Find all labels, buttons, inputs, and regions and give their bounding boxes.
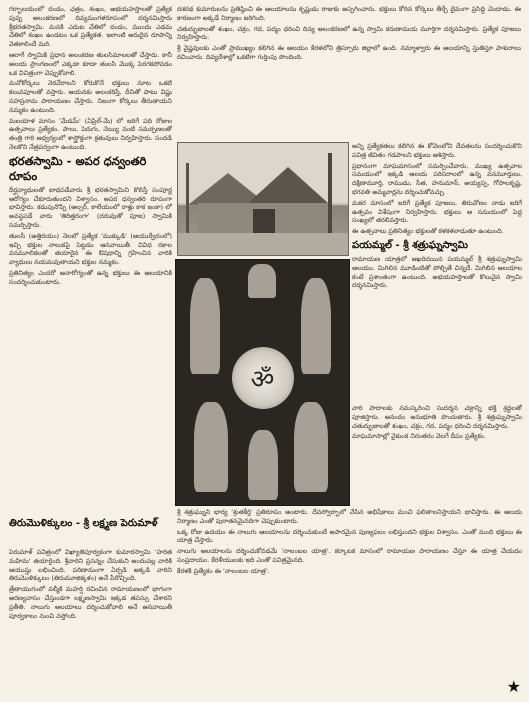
paragraph: ఈ ఉత్సవాలు ప్రతినిత్యం భక్తులతో కళకళలాడుతూ ఉంటుంది. — [352, 227, 504, 236]
end-star-icon: ★ — [506, 677, 521, 696]
paragraph: మకర మాసంలో జరిగే ప్రత్యేక పూజలు, తిరువోణం నాడు జరిగే ఉత్సవం విశేషంగా నిర్వహిస్తారు. భక్తులు ఆ సమయంలో పెద్ద సంఖ్యలో తరలివస్తారు. — [352, 198, 522, 225]
paragraph: ప్రతినిత్యం ఎందరో అనారోగ్యంతో ఉన్న భక్తులు ఈ ఆలయానికి సందర్శించుకుంటారు. — [9, 268, 172, 286]
paragraph: నాలుగు ఆలయాలను దర్శించుకోవడమే 'నాలంబల యాత్ర'. కర్కాటక మాసంలో రామాయణ పారాయణం చేస్తూ ఈ యాత్ర చేయడం సంప్రదాయం. కేరళీయులకు ఇది ఎంతో పవిత్రమైనది. — [177, 547, 522, 564]
paragraph: ఆలాగే స్వామికి ప్రధాన అలంకరణ తులసిమాలలతో చేస్తారు. కానీ అలయ ప్రాంగణంలో ఎక్కడా కూడా తులసి మొక్క పెరగకపోవడం ఒక విచిత్రంగా చెప్పుకోవాలి. — [9, 50, 172, 77]
paragraph: అన్ని ప్రత్యేకతలు కలిగిన ఈ కోవెలలోని దేవతలను సందర్శించుకొని పవిత్ర జీవితం గడపాలని భక్తులు ఆశిస్తారు. — [352, 142, 522, 159]
paragraph: వారి పాదాలకు నమస్కరించి సుదర్శన చక్రాన్ని భక్తి శ్రద్ధలతో పూజిస్తారు. ఆనందం అనుభూతి పొందుతారు. శ్రీ శత్రుఘ్నస్వామి చతుర్భుజాలతో శంఖం, చక్రం, గద, పద్మం ధరించి దర్శనమిస్తారు. — [352, 404, 522, 430]
bottom-right-block — [177, 508, 522, 694]
paragraph: ఒక్క రోజు ఉదయం ఈ నాలుగు ఆలయాలను దర్శించుకుంటే అపారమైన పుణ్యఫలం లభిస్తుందని భక్తుల విశ్వాసం. ఎంతో మంది భక్తులు ఈ యాత్ర చేస్తారు. — [177, 527, 522, 545]
deity-figure — [294, 402, 328, 492]
paragraph: దశరథ కుమారులను ప్రతిష్ఠించి ఈ ఆలయాలను కృష్ణుడు రాజుకు అప్పగించారు. భక్తులు కోరిన కోర్కెలు తీర్చే దైవంగా ప్రసిద్ధి చెందాడు. ఈ కారణంగా అక్కడే నిర్మాణం జరిగింది. — [177, 5, 521, 22]
paragraph: ప్రధానంగా మాఘమాసంలో సమర్పించేవారు, ముఖ్య ఉత్సవాల సమయంలో ఇక్కడి ఆలయ పరిసరాలలో ఉన్న వనమూర్తులు, దక్షిణామూర్తి, రాముడు, సీత, హనుమాన్, అయ్యప్ప, గోపాలకృష్ణ, భగవతి అమ్మవార్లను దర్శించుకోవచ్చు. — [352, 161, 522, 196]
bottom-left-column — [9, 548, 172, 698]
paragraph: చతుర్భుజాలతో శంఖం, చక్రం, గద, పద్మం ధరించి దివ్య అలంకరణలో ఉన్న స్వామి కరుణామయ మూర్తిగా దర్శనమిస్తారు. ప్రత్యేక పూజలు నిర్వహిస్తారు. — [177, 24, 521, 42]
paragraph: గర్భాలయంలో దండం, ఛత్రం, శంఖం, అభయహస్తాలతో ప్రత్యేక పుష్ప అలంకరణలో దివ్యమంగళరూపంలో దర్శనమిస్తారు శ్రీభరతస్వామి. మనకి ఎదుట చేతిలో దండం, ముందు ఎడమ చేతిలో శంఖం ఉండటం ఒక ప్రత్యేకత. ఇలాంటి అరుదైన రూపాన్ని వెతకాలిందే మరి. — [9, 5, 172, 49]
paragraph: శ్రీ శత్రుఘ్నుని భార్య 'శ్రుతకీర్తి' ప్రతిరూపం అంటారు. దేవస్వోర్బాలో చేసిన అభిషేకాలు మంచి ఫలితాలనిస్తాయని భావిస్తారు. ఈ ఆలయ నిర్మాణం ఎంతో పురాతనమైనదిగా చెప్పుకుంటారు. — [177, 508, 522, 525]
section-heading: పయమ్మల్ - శ్రీ శత్రుఘ్నస్వామి — [352, 239, 468, 251]
paragraph: తులసీ (అత్తిరయం) నెలలో ప్రత్యేక 'ముక్కుడి' (ఆయుర్వేదంలో) ఇచ్చి భక్తుల నాలుకపై పెట్టడం ఆనవాయితీ. వివిధ రకాల వనమూలికలతో తయారైన ఈ ఔషధాన్ని గ్రహించిన వారికి వ్యాధులు నయమవుతాయని భక్తుల నమ్మకం. — [9, 231, 172, 267]
deity-figure — [248, 264, 276, 298]
paragraph: త్రేతాయుగంలో వల్మీకి మహర్షి రచించిన రామాయణంలో భాగంగా అరణ్యవాసం చేస్తుండగా లక్ష్మణస్వామి ఇక్కడ తపస్సు చేశారని ప్రతీతి. నాలుగు ఆలయాలు దర్శించుకోవాలి అనే ఆనవాయితీ పూర్వకాలం నుంచి వస్తోంది. — [9, 585, 172, 620]
section-heading: భరతస్వామి - అపర ధన్వంతరి రూపం — [9, 153, 147, 183]
left-column — [9, 5, 172, 565]
paragraph: శ్రీ వైష్ణవులకు ఎంతో ప్రాముఖ్యం కలిగిన ఈ ఆలయం కేరళలోని త్రిస్సూరు జిల్లాలో ఉంది. నమ్మాళ్వారు ఈ ఆలయాన్ని స్తుతిస్తూ పాశురాలు రచించారు. దివ్యదేశాల్లో ఒకటిగా గుర్తింపు పొందింది. — [177, 44, 521, 61]
deity-figure — [194, 402, 228, 492]
section-heading: తిరుమొళిక్కులం - శ్రీ లక్ష్మణ పెరుమాళ్ — [9, 518, 158, 529]
paragraph: పెరుమాళ్ పవిత్రంలో విఖ్యాతిపూర్వకంగా కుమారస్వామి 'హరిత మహిమ' తయారైంది. శ్రీవారిని ప్రసన్నం చేసుకుని అందువల్ల వారికి ఆయుష్షు లభించింది. పరిణామంగా ఏర్పడి అక్కడి వారిని తిరుమొళిక్కులం (తిరుమూజిక్కళం) అనే పేరొచ్చింది. — [9, 548, 172, 583]
paragraph: మనోకోర్కలు నెరవేరాలని కోరుకొనే భక్తులు నూట ఒకటి కలువపూలతో వస్తారు. ఆయనకు అలంకరిస్తే, దీనితో పాటు విష్ణు సహస్రనామ పారాయణం చేస్తారు. నిజంగా కోర్కలు తీరుతాయని నమ్మకం ఉంటుంది. — [9, 79, 172, 114]
paragraph: దీర్ఘవ్యాధులతో బాధపడేవారు శ్రీ భరతస్వామిని కొలిస్తే సంపూర్ణ ఆరోగ్యం చేకూరుతుందని విశ్వాసం. అపర ధన్వంతరి రూపంగా భావిస్తారు. కడుపునొప్పి (అల్సర్, కాలేయంలో రాళ్లు కాక ఇంకా) లో అవస్థపడే వారు 'తిరిత్తరంగా' (దరువుతో పూజ) స్వామికి సమర్పిస్తారు. — [9, 185, 172, 229]
paragraph: కేరళకి ప్రత్యేకం ఈ 'నాలంబల యాత్ర'. — [177, 566, 270, 575]
deity-figure — [248, 430, 278, 500]
deities-photo — [175, 259, 350, 506]
paragraph: మలయాళ మాసం 'మేడమ్' (ఏప్రిల్-మే) లో జరిగే పది రోజుల ఉత్సవాలు ప్రత్యేకం. పాలు, పెరుగు, నెయ్యి వంటి సమర్పణలతో తంత్రి గారి ఆధ్వర్యంలో శాస్త్రోక్తంగా క్రతువులు నిర్వహిస్తారు. సందడి నెలకొని నేత్రపర్వంగా ఉంటుంది. — [9, 116, 172, 151]
deity-figure — [301, 278, 331, 374]
om-symbol: ॐ — [232, 347, 294, 409]
temple-illustration — [178, 143, 348, 255]
deity-figure — [190, 278, 220, 374]
temple-photo — [177, 142, 349, 256]
right-lower-column — [352, 404, 522, 504]
right-top-block — [177, 5, 521, 142]
paragraph: రామాయణ యాత్రలో ఆఖరిదయిన పయమ్మల్ శ్రీ శత్రుఘ్నస్వామి ఆలయం. మిగిలిన మూడింటితో పోల్చితే చిన్నదే. మిగిలిన ఆలయాల కంటే ప్రశాంతంగా ఉంటుంది. అభయహస్తాలతో కొలువైన స్వామి దర్శనమిస్తారు. — [352, 254, 522, 290]
right-column — [352, 142, 522, 402]
paragraph: మాఘమాసాల్లో వైకుంఠ నిరంతరం వెలగే దీపం ప్రత్యేకం. — [352, 432, 487, 441]
